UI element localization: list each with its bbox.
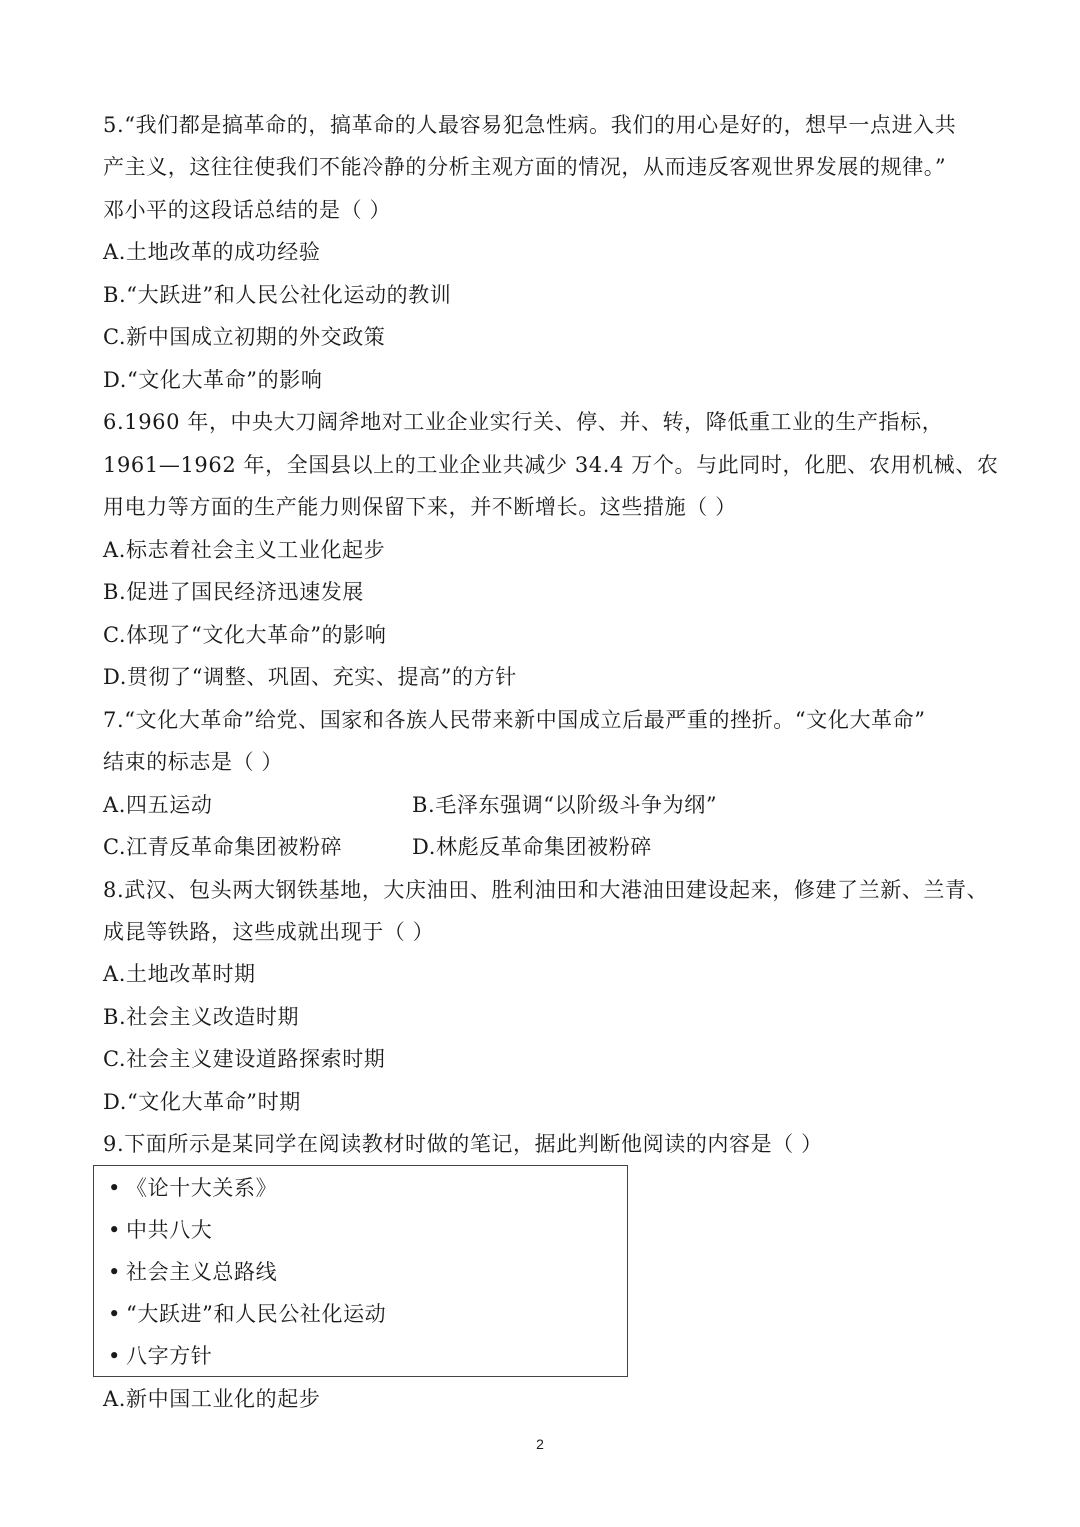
- q5-option-a: A.土地改革的成功经验: [103, 240, 321, 264]
- note-item: [108, 1258, 277, 1286]
- q7-option-d: D.林彪反革命集团被粉碎: [412, 835, 652, 859]
- q6-stem-line-3: 用电力等方面的生产能力则保留下来，并不断增长。这些措施（ ）: [103, 495, 737, 519]
- note-item: [108, 1300, 386, 1328]
- page-number: 2: [536, 1436, 544, 1452]
- q5-stem-line-2: 产主义，这往往使我们不能冷静的分析主观方面的情况，从而违反客观世界发展的规律。”: [103, 155, 947, 179]
- study-notes-box: [93, 1165, 628, 1377]
- note-item: [108, 1174, 277, 1202]
- q6-stem-line-2: 1961—1962 年，全国县以上的工业企业共减少 34.4 万个。与此同时，化肥、农用机械、农: [103, 453, 999, 477]
- q9-option-a: A.新中国工业化的起步: [103, 1387, 321, 1411]
- note-text: 社会主义总路线: [126, 1260, 278, 1284]
- note-text: 中共八大: [126, 1218, 213, 1242]
- q8-option-a: A.土地改革时期: [103, 962, 256, 986]
- q7-option-a: A.四五运动: [103, 793, 213, 817]
- note-item: [108, 1342, 212, 1370]
- q6-stem-line-1: 6.1960 年，中央大刀阔斧地对工业企业实行关、停、并、转，降低重工业的生产指标，: [103, 410, 944, 434]
- bullet-icon: •: [108, 1260, 121, 1284]
- q9-stem-line-1: 9.下面所示是某同学在阅读教材时做的笔记，据此判断他阅读的内容是（ ）: [103, 1132, 823, 1156]
- q6-option-a: A.标志着社会主义工业化起步: [103, 538, 386, 562]
- q7-stem-line-1: 7.“文化大革命”给党、国家和各族人民带来新中国成立后最严重的挫折。“文化大革命”: [103, 708, 926, 732]
- q6-option-b: B.促进了国民经济迅速发展: [103, 580, 364, 604]
- q8-option-c: C.社会主义建设道路探索时期: [103, 1047, 386, 1071]
- q5-option-d: D.“文化大革命”的影响: [103, 368, 323, 392]
- q6-option-c: C.体现了“文化大革命”的影响: [103, 623, 387, 647]
- note-item: [108, 1216, 212, 1244]
- bullet-icon: •: [108, 1176, 121, 1200]
- q7-stem-line-2: 结束的标志是（ ）: [103, 750, 284, 774]
- q8-stem-line-1: 8.武汉、包头两大钢铁基地，大庆油田、胜利油田和大港油田建设起来，修建了兰新、兰青、: [103, 878, 989, 902]
- q7-option-b: B.毛泽东强调“以阶级斗争为纲”: [412, 793, 718, 817]
- q6-option-d: D.贯彻了“调整、巩固、充实、提高”的方针: [103, 665, 517, 689]
- q7-option-c: C.江青反革命集团被粉碎: [103, 835, 343, 859]
- note-text: 《论十大关系》: [126, 1176, 278, 1200]
- q5-option-c: C.新中国成立初期的外交政策: [103, 325, 386, 349]
- q5-stem-line-1: 5.“我们都是搞革命的，搞革命的人最容易犯急性病。我们的用心是好的，想早一点进入共: [103, 113, 957, 137]
- note-text: 八字方针: [126, 1344, 213, 1368]
- bullet-icon: •: [108, 1344, 121, 1368]
- bullet-icon: •: [108, 1302, 121, 1326]
- q5-stem-line-3: 邓小平的这段话总结的是（ ）: [103, 198, 392, 222]
- bullet-icon: •: [108, 1218, 121, 1242]
- q8-option-d: D.“文化大革命”时期: [103, 1090, 301, 1114]
- q8-stem-line-2: 成昆等铁路，这些成就出现于（ ）: [103, 920, 435, 944]
- note-text: “大跃进”和人民公社化运动: [126, 1302, 387, 1326]
- q8-option-b: B.社会主义改造时期: [103, 1005, 300, 1029]
- q5-option-b: B.“大跃进”和人民公社化运动的教训: [103, 283, 452, 307]
